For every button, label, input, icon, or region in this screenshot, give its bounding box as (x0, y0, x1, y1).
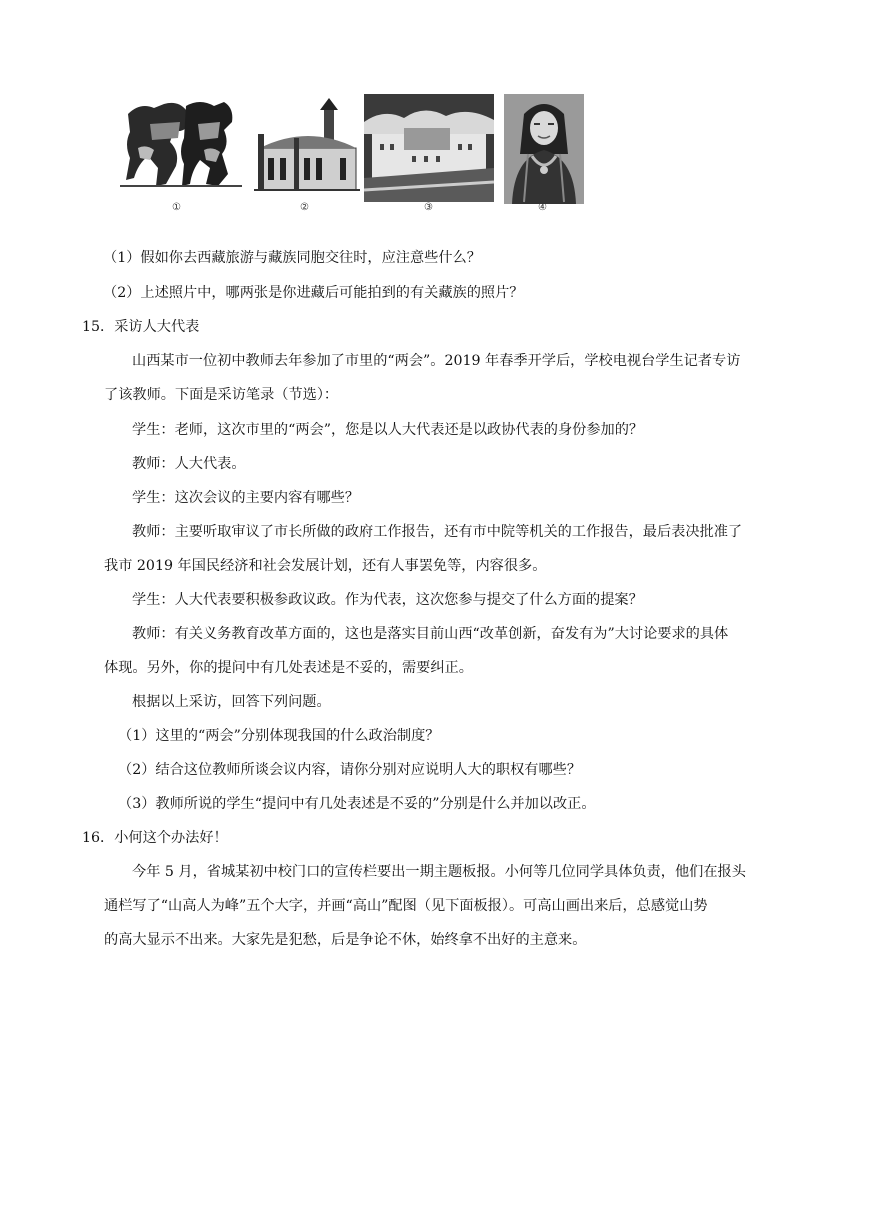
photo-strip (120, 94, 590, 212)
q15-dialogue-4b: 我市 2019 年国民经济和社会发展计划，还有人事罢免等，内容很多。 (104, 558, 547, 574)
q15-dialogue-3: 学生：这次会议的主要内容有哪些？ (132, 490, 360, 506)
photo-caption-4: ④ (538, 202, 547, 213)
q15-sub-2: （2）结合这位教师所谈会议内容，请你分别对应说明人大的职权有哪些？ (118, 762, 582, 778)
q15-title: 15．采访人大代表 (82, 319, 200, 335)
q14-sub-2: （2）上述照片中，哪两张是你进藏后可能拍到的有关藏族的照片？ (103, 285, 524, 301)
q16-line-2: 通栏写了“山高人为峰”五个大字，并画“高山”配图（见下面板报）。可高山画出来后，总感觉山势 (104, 898, 708, 914)
q15-sub-1: （1）这里的“两会”分别体现我国的什么政治制度？ (118, 728, 440, 744)
photo-caption-2: ② (300, 202, 309, 213)
q15-dialogue-5: 学生：人大代表要积极参政议政。作为代表，这次您参与提交了什么方面的提案？ (132, 592, 643, 608)
q16-line-3: 的高大显示不出来。大家先是犯愁，后是争论不休，始终拿不出好的主意来。 (104, 932, 587, 948)
photo-potala-palace (364, 94, 494, 202)
q15-dialogue-6a: 教师：有关义务教育改革方面的，这也是落实目前山西“改革创新，奋发有为”大讨论要求的具体 (132, 626, 729, 642)
q16-line-1: 今年 5 月，省城某初中校门口的宣传栏要出一期主题板报。小何等几位同学具体负责，他们在报头 (132, 864, 746, 880)
photo-tibetan-woman (504, 94, 584, 204)
q15-intro-line-1: 山西某市一位初中教师去年参加了市里的“两会”。2019 年春季开学后，学校电视台学生记者专访 (132, 353, 741, 369)
q15-sub-3: （3）教师所说的学生“提问中有几处表述是不妥的”分别是什么并加以改正。 (118, 796, 596, 812)
q15-dialogue-4a: 教师：主要听取审议了市长所做的政府工作报告，还有市中院等机关的工作报告，最后表决批准了 (132, 524, 743, 540)
photo-caption-3: ③ (424, 202, 433, 213)
q15-intro-line-2: 了该教师。下面是采访笔录（节选）： (104, 387, 339, 403)
q15-dialogue-6b: 体现。另外，你的提问中有几处表述是不妥的，需要纠正。 (104, 660, 473, 676)
q15-prompt: 根据以上采访，回答下列问题。 (132, 694, 331, 710)
q15-dialogue-2: 教师：人大代表。 (132, 456, 246, 472)
q14-sub-1: （1）假如你去西藏旅游与藏族同胞交往时，应注意些什么？ (103, 250, 481, 266)
photo-caption-1: ① (172, 202, 181, 213)
photo-mosque (254, 94, 360, 194)
q16-title: 16．小何这个办法好！ (82, 830, 228, 846)
photo-dancers (120, 94, 242, 194)
q15-dialogue-1: 学生：老师，这次市里的“两会”，您是以人大代表还是以政协代表的身份参加的？ (132, 422, 644, 438)
